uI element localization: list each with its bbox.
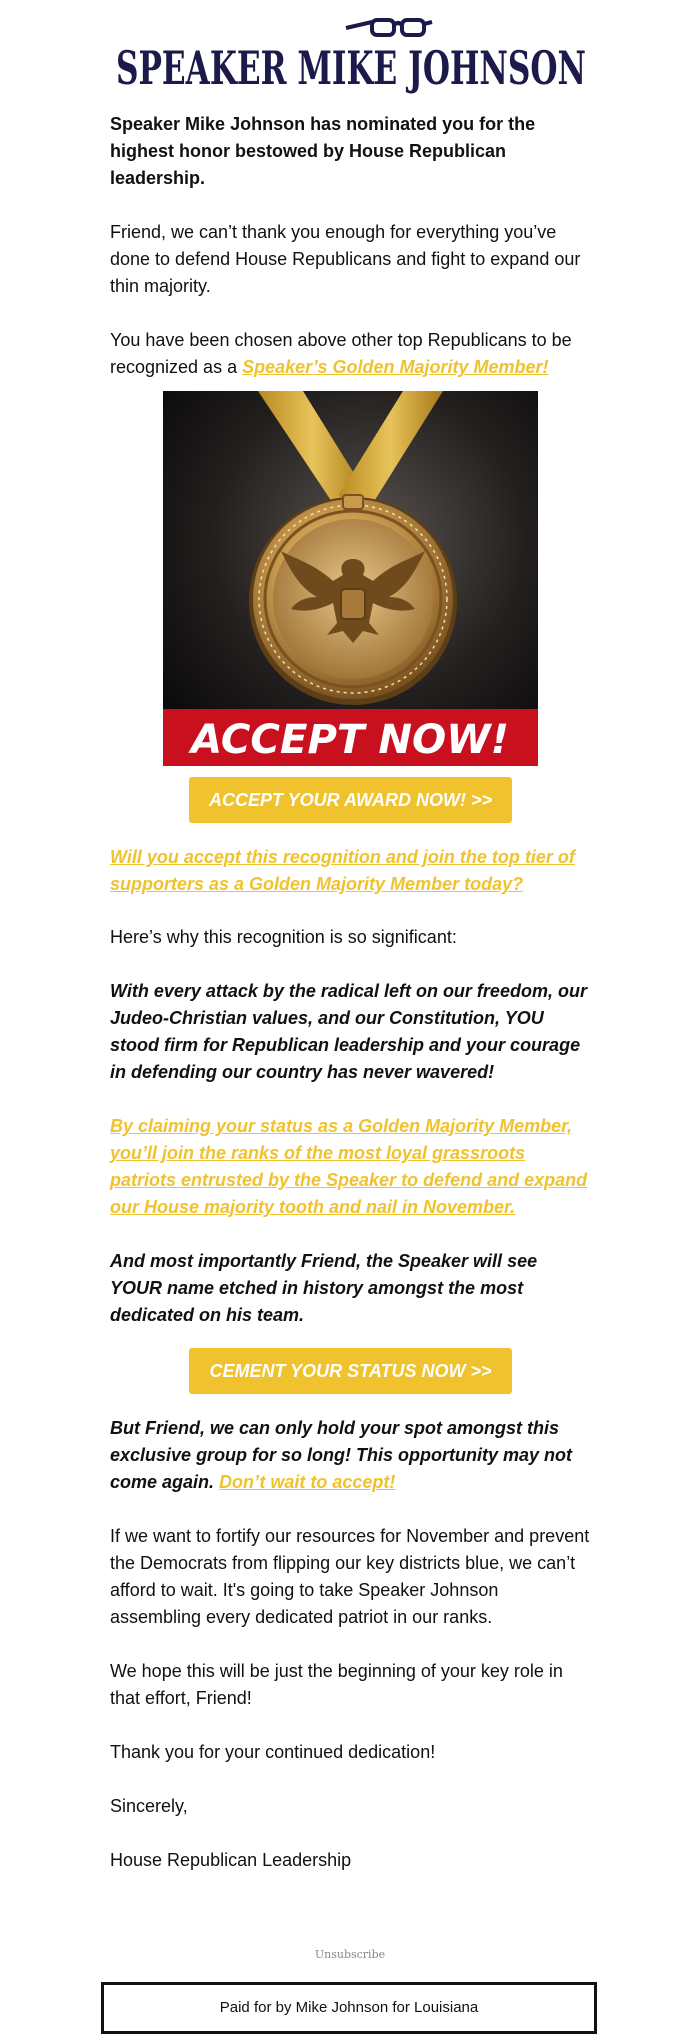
claim-section (110, 1113, 592, 1221)
fortify-text: If we want to fortify our resources for November and prevent the Democrats from flipping our key districts blue, we can’t afford to wait. It's going to take Speaker Johnson assembling every dedicated patriot in our ranks. (110, 1526, 590, 1627)
important-text: And most importantly Friend, the Speaker will see YOUR name etched in history amongst the most dedicated on his team. (110, 1251, 538, 1325)
important-section (110, 1248, 592, 1329)
glasses-icon (346, 20, 432, 35)
logo-text: SPEAKER MIKE JOHNSON (116, 41, 586, 95)
golden-member-link[interactable]: Speaker’s Golden Majority Member! (242, 357, 549, 377)
fortify-section (110, 1523, 592, 1631)
attack-text: With every attack by the radical left on our freedom, our Judeo-Christian values, and our Constitution, YOU stood firm for Republican leadership and your courage in defending our country has never wavered! (110, 981, 587, 1082)
para-chosen (110, 327, 592, 381)
accept-award-button[interactable]: ACCEPT YOUR AWARD NOW! >> (189, 777, 512, 823)
intro-bold-text: Speaker Mike Johnson has nominated you for the highest honor bestowed by House Republican leadership. (110, 114, 536, 188)
para2-text: You have been chosen above other top Republicans to be recognized as a (110, 330, 572, 377)
paid-for-box: Paid for by Mike Johnson for Louisiana (101, 1982, 597, 2034)
para1-text: Friend, we can’t thank you enough for everything you’ve done to defend House Republicans and fight to expand our thin majority. (110, 222, 581, 296)
unsubscribe-link[interactable]: Unsubscribe (314, 1948, 386, 1961)
hold-text: But Friend, we can only hold your spot amongst this exclusive group for so long! This opportunity may not come again. (110, 1418, 573, 1492)
question-section (110, 844, 592, 898)
intro-section (110, 111, 592, 192)
signature-section (110, 1847, 592, 1874)
claim-status-link[interactable]: By claiming your status as a Golden Majority Member, you’ll join the ranks of the most loyal grassroots patriots entrusted by the Speaker to defend and expand our House majority tooth and nail in November. (110, 1116, 588, 1217)
signature-text: House Republican Leadership (110, 1850, 352, 1870)
thanks-text: Thank you for your continued dedication! (110, 1742, 436, 1762)
banner-text: ACCEPT NOW! (187, 717, 509, 763)
signoff-text: Sincerely, (110, 1796, 188, 1816)
accept-recognition-link[interactable]: Will you accept this recognition and join the top tier of supporters as a Golden Majority Member today? (110, 847, 575, 894)
hope-text: We hope this will be just the beginning of your key role in that effort, Friend! (110, 1661, 563, 1708)
attack-section (110, 978, 592, 1086)
why-section (110, 924, 592, 951)
hope-section (110, 1658, 592, 1712)
why-text: Here’s why this recognition is so significant: (110, 927, 457, 947)
hold-section (110, 1415, 592, 1496)
para-thanks-intro (110, 219, 592, 300)
dont-wait-link[interactable]: Don’t wait to accept! (219, 1472, 396, 1492)
medal-image[interactable] (163, 391, 538, 766)
logo (110, 16, 592, 96)
cement-status-button[interactable]: CEMENT YOUR STATUS NOW >> (189, 1348, 512, 1394)
thanks-section (110, 1739, 592, 1766)
signoff-section (110, 1793, 592, 1820)
